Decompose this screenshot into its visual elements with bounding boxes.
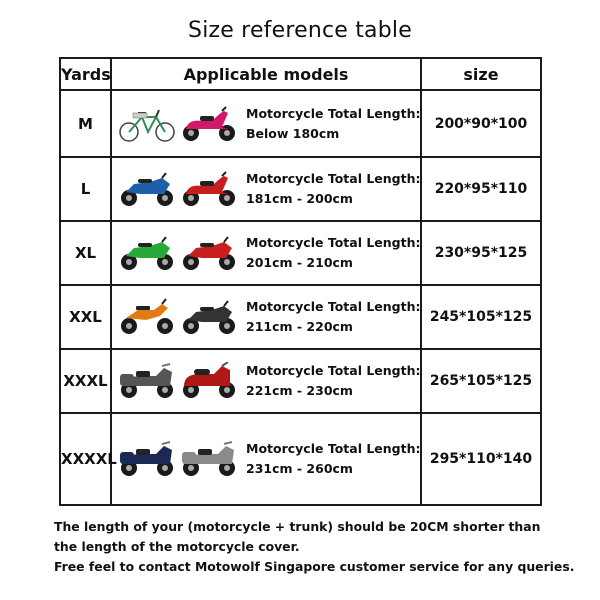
length-range: 201cm - 210cm <box>246 255 353 270</box>
model-pictures <box>112 362 240 400</box>
length-range: 231cm - 260cm <box>246 461 353 476</box>
model-pictures <box>112 234 240 272</box>
length-range: 221cm - 230cm <box>246 383 353 398</box>
model-length-text <box>240 233 421 273</box>
yard-cell: M <box>60 90 111 157</box>
table-header-row <box>60 58 541 90</box>
model-length-text <box>240 297 421 337</box>
touring-bike-icon <box>116 362 178 400</box>
size-cell: 245*105*125 <box>421 285 541 349</box>
size-table <box>59 57 542 506</box>
length-label: Motorcycle Total Length: <box>246 105 421 121</box>
model-pictures <box>112 105 240 143</box>
naked-bike-icon <box>178 298 240 336</box>
scooter-icon <box>178 105 240 143</box>
models-cell <box>111 285 421 349</box>
header-yards: Yards <box>60 58 111 90</box>
maxi-scooter-icon <box>178 362 240 400</box>
model-length-text <box>240 361 421 401</box>
length-range: 211cm - 220cm <box>246 319 353 334</box>
models-cell <box>111 157 421 221</box>
bicycle-icon <box>116 105 178 143</box>
touring-bike-icon <box>178 440 240 478</box>
length-label: Motorcycle Total Length: <box>246 441 421 456</box>
model-length-text <box>240 104 421 144</box>
table-row <box>60 413 541 505</box>
length-label: Motorcycle Total Length: <box>246 363 421 378</box>
length-label: Motorcycle Total Length: <box>246 299 421 314</box>
model-pictures <box>112 298 240 336</box>
table-row <box>60 285 541 349</box>
table-row <box>60 157 541 221</box>
size-cell: 220*95*110 <box>421 157 541 221</box>
length-label: Motorcycle Total Length: <box>246 171 421 186</box>
model-length-text <box>240 439 421 479</box>
size-cell: 200*90*100 <box>421 90 541 157</box>
length-range: Below 180cm <box>246 125 340 141</box>
size-cell: 230*95*125 <box>421 221 541 285</box>
models-cell <box>111 413 421 505</box>
yard-cell: XXL <box>60 285 111 349</box>
size-cell: 265*105*125 <box>421 349 541 413</box>
models-cell <box>111 349 421 413</box>
size-cell: 295*110*140 <box>421 413 541 505</box>
sport-bike-icon <box>178 234 240 272</box>
size-note <box>54 517 594 577</box>
page-title: Size reference table <box>188 18 412 43</box>
yard-cell: XL <box>60 221 111 285</box>
table-row <box>60 90 541 157</box>
yard-cell: XXXXL <box>60 413 111 505</box>
length-label: Motorcycle Total Length: <box>246 235 421 250</box>
scooter-icon <box>178 170 240 208</box>
table-row <box>60 221 541 285</box>
sport-bike-icon <box>116 234 178 272</box>
note-line-3: Free feel to contact Motowolf Singapore customer service for any queries. <box>54 559 575 574</box>
table-row <box>60 349 541 413</box>
underbone-motorcycle-icon <box>116 170 178 208</box>
header-models: Applicable models <box>111 58 421 90</box>
yard-cell: XXXL <box>60 349 111 413</box>
model-pictures <box>112 440 240 478</box>
dirt-bike-icon <box>116 298 178 336</box>
models-cell <box>111 90 421 157</box>
touring-bike-icon <box>116 440 178 478</box>
note-line-1: The length of your (motorcycle + trunk) should be 20CM shorter than <box>54 519 541 534</box>
note-line-2: the length of the motorcycle cover. <box>54 539 300 554</box>
length-range: 181cm - 200cm <box>246 191 353 206</box>
model-length-text <box>240 169 421 209</box>
yard-cell: L <box>60 157 111 221</box>
model-pictures <box>112 170 240 208</box>
header-size: size <box>421 58 541 90</box>
models-cell <box>111 221 421 285</box>
